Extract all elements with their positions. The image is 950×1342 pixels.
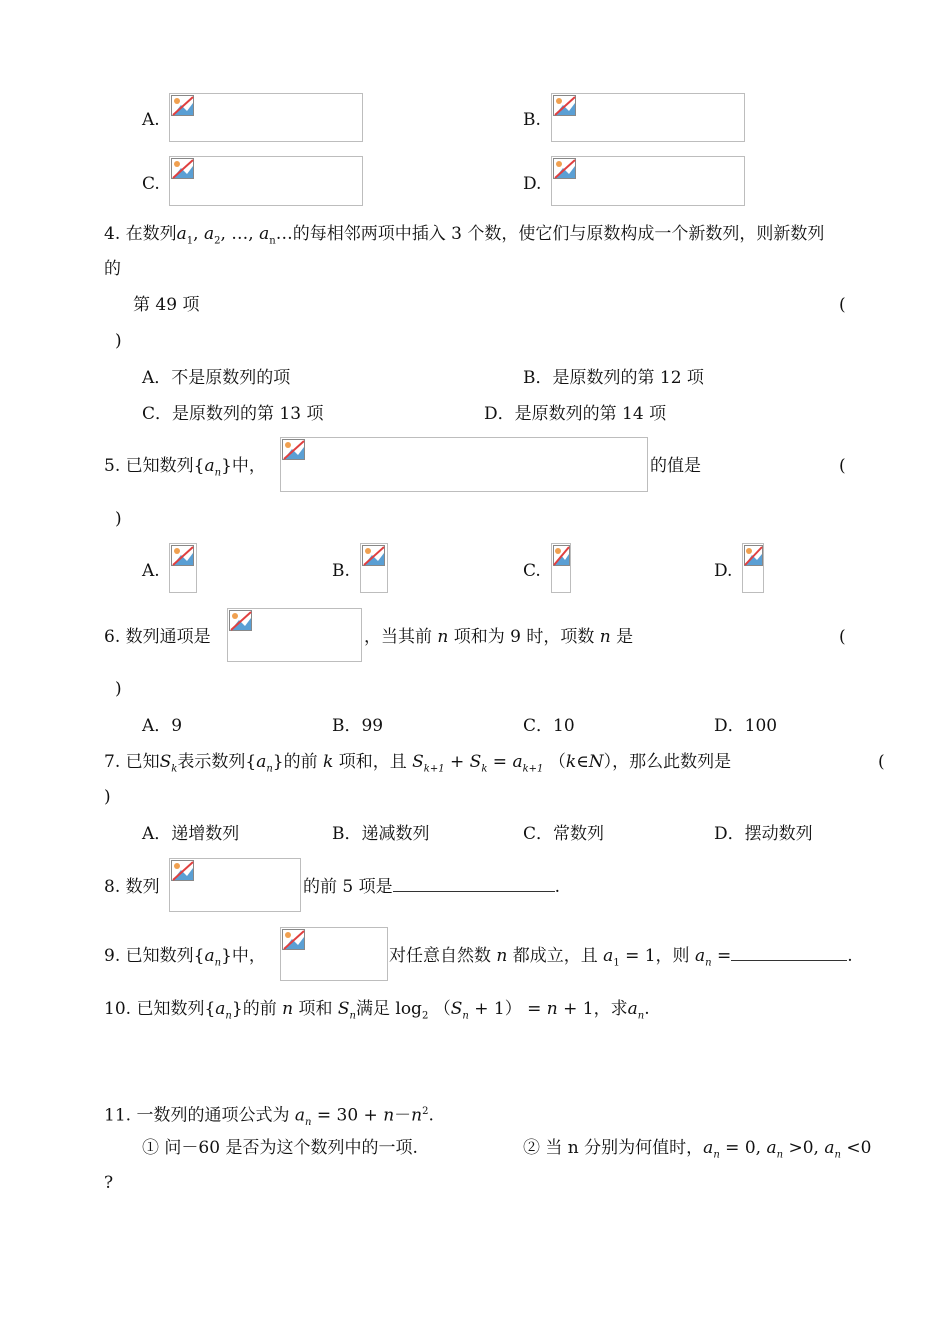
q5-stem-tail: 的值是: [650, 456, 701, 476]
q4-option-b: B．是原数列的第 12 项: [523, 368, 704, 388]
broken-image-icon: [282, 439, 306, 461]
q8-formula-image: [169, 858, 301, 912]
q4-stem: 4. 在数列$a_1$, $a_2$, …, $a_n\dots$的每相邻两项中插入 3 个数，使它们与原数构成一个新数列，则新数列: [104, 224, 825, 247]
q10-stem: 10. 已知数列$\{a_n\}$的前 n 项和 $S_n$满足 $\log_2 (S_n + 1) = n + 1$，求$a_n$.: [104, 999, 650, 1022]
q5-answer-paren-open: (: [839, 456, 846, 476]
q11-stem: 11. 一数列的通项公式为 $a_n = 30 + n-n^2$.: [104, 1105, 434, 1129]
q6-option-d: D．100: [714, 716, 778, 736]
broken-image-icon: [229, 610, 253, 632]
q4-answer-paren-open: (: [839, 295, 846, 315]
q3-option-b-formula-image: [551, 93, 745, 142]
q5-formula-image: [280, 437, 648, 492]
q9-formula-image: [280, 927, 388, 981]
broken-image-icon: [171, 95, 195, 117]
q11-part2-qmark: ?: [104, 1173, 114, 1193]
q9-answer-blank[interactable]: [731, 946, 847, 961]
q5-stem-lead: 5. 已知数列$\{a_n\}$中，: [104, 456, 266, 479]
q6-stem-tail: ，当其前 n 项和为 9 时，项数 n 是: [364, 627, 634, 647]
broken-image-icon: [553, 158, 577, 180]
q8-stem-tail: 的前 5 项是 .: [303, 877, 561, 897]
q6-answer-paren-open: (: [839, 627, 846, 647]
q3-option-c-formula-image: [169, 156, 363, 206]
q3-option-b-label: B.: [523, 110, 541, 130]
q6-option-c: C．10: [523, 716, 575, 736]
q4-option-a: A．不是原数列的项: [142, 368, 291, 388]
q5-answer-paren-close: ): [115, 509, 122, 529]
q3-option-a-label: A.: [142, 110, 160, 130]
q7-option-a: A．递增数列: [142, 824, 240, 844]
broken-image-icon: [362, 545, 386, 567]
q4-answer-paren-close: ): [115, 331, 122, 351]
q3-option-d-label: D.: [523, 174, 542, 194]
broken-image-icon: [282, 929, 306, 951]
broken-image-icon: [553, 545, 571, 567]
q5-option-d-formula-image: [742, 543, 764, 593]
q6-formula-image: [227, 608, 362, 662]
q3-option-a-formula-image: [169, 93, 363, 142]
q7-stem: 7. 已知$S_k$表示数列$\{a_n\}$的前 k 项和，且 $S_{k+1} + S_k = a_{k+1}$ （k∈N），那么此数列是: [104, 752, 732, 775]
broken-image-icon: [171, 860, 195, 882]
q5-option-b-label: B.: [332, 561, 350, 581]
broken-image-icon: [744, 545, 764, 567]
q7-answer-paren-close: ): [104, 787, 111, 807]
q4-stem-wrap: 的: [104, 259, 121, 279]
q5-option-d-label: D.: [714, 561, 733, 581]
q7-option-d: D．摆动数列: [714, 824, 813, 844]
broken-image-icon: [553, 95, 577, 117]
q11-part2: ② 当 n 分别为何值时，$a_n = 0$, $a_n >0$, $a_n <0$: [523, 1138, 872, 1161]
q6-option-a: A．9: [142, 716, 183, 736]
q4-option-d: D．是原数列的第 14 项: [484, 404, 667, 424]
q9-stem-lead: 9. 已知数列$\{a_n\}$中，: [104, 946, 266, 969]
q3-option-c-label: C.: [142, 174, 160, 194]
q11-part1: ① 问－60 是否为这个数列中的一项.: [142, 1138, 418, 1158]
broken-image-icon: [171, 158, 195, 180]
q8-answer-blank[interactable]: [393, 877, 555, 892]
broken-image-icon: [171, 545, 195, 567]
q6-answer-paren-close: ): [115, 679, 122, 699]
q4-stem-line2: 第 49 项: [133, 295, 200, 315]
q5-option-a-formula-image: [169, 543, 197, 593]
q6-stem-lead: 6. 数列通项是: [104, 627, 211, 647]
q5-option-b-formula-image: [360, 543, 388, 593]
q9-stem-tail: 对任意自然数 n 都成立，且 $a_1 = 1$，则 $a_n$ = .: [389, 946, 853, 969]
q4-option-c: C．是原数列的第 13 项: [142, 404, 324, 424]
q7-option-b: B．递减数列: [332, 824, 430, 844]
q8-stem-lead: 8. 数列: [104, 877, 160, 897]
q7-answer-paren-open: (: [878, 752, 885, 772]
q6-option-b: B．99: [332, 716, 384, 736]
q7-option-c: C．常数列: [523, 824, 605, 844]
q5-option-c-formula-image: [551, 543, 571, 593]
q3-option-d-formula-image: [551, 156, 745, 206]
q5-option-c-label: C.: [523, 561, 541, 581]
q5-option-a-label: A.: [142, 561, 160, 581]
